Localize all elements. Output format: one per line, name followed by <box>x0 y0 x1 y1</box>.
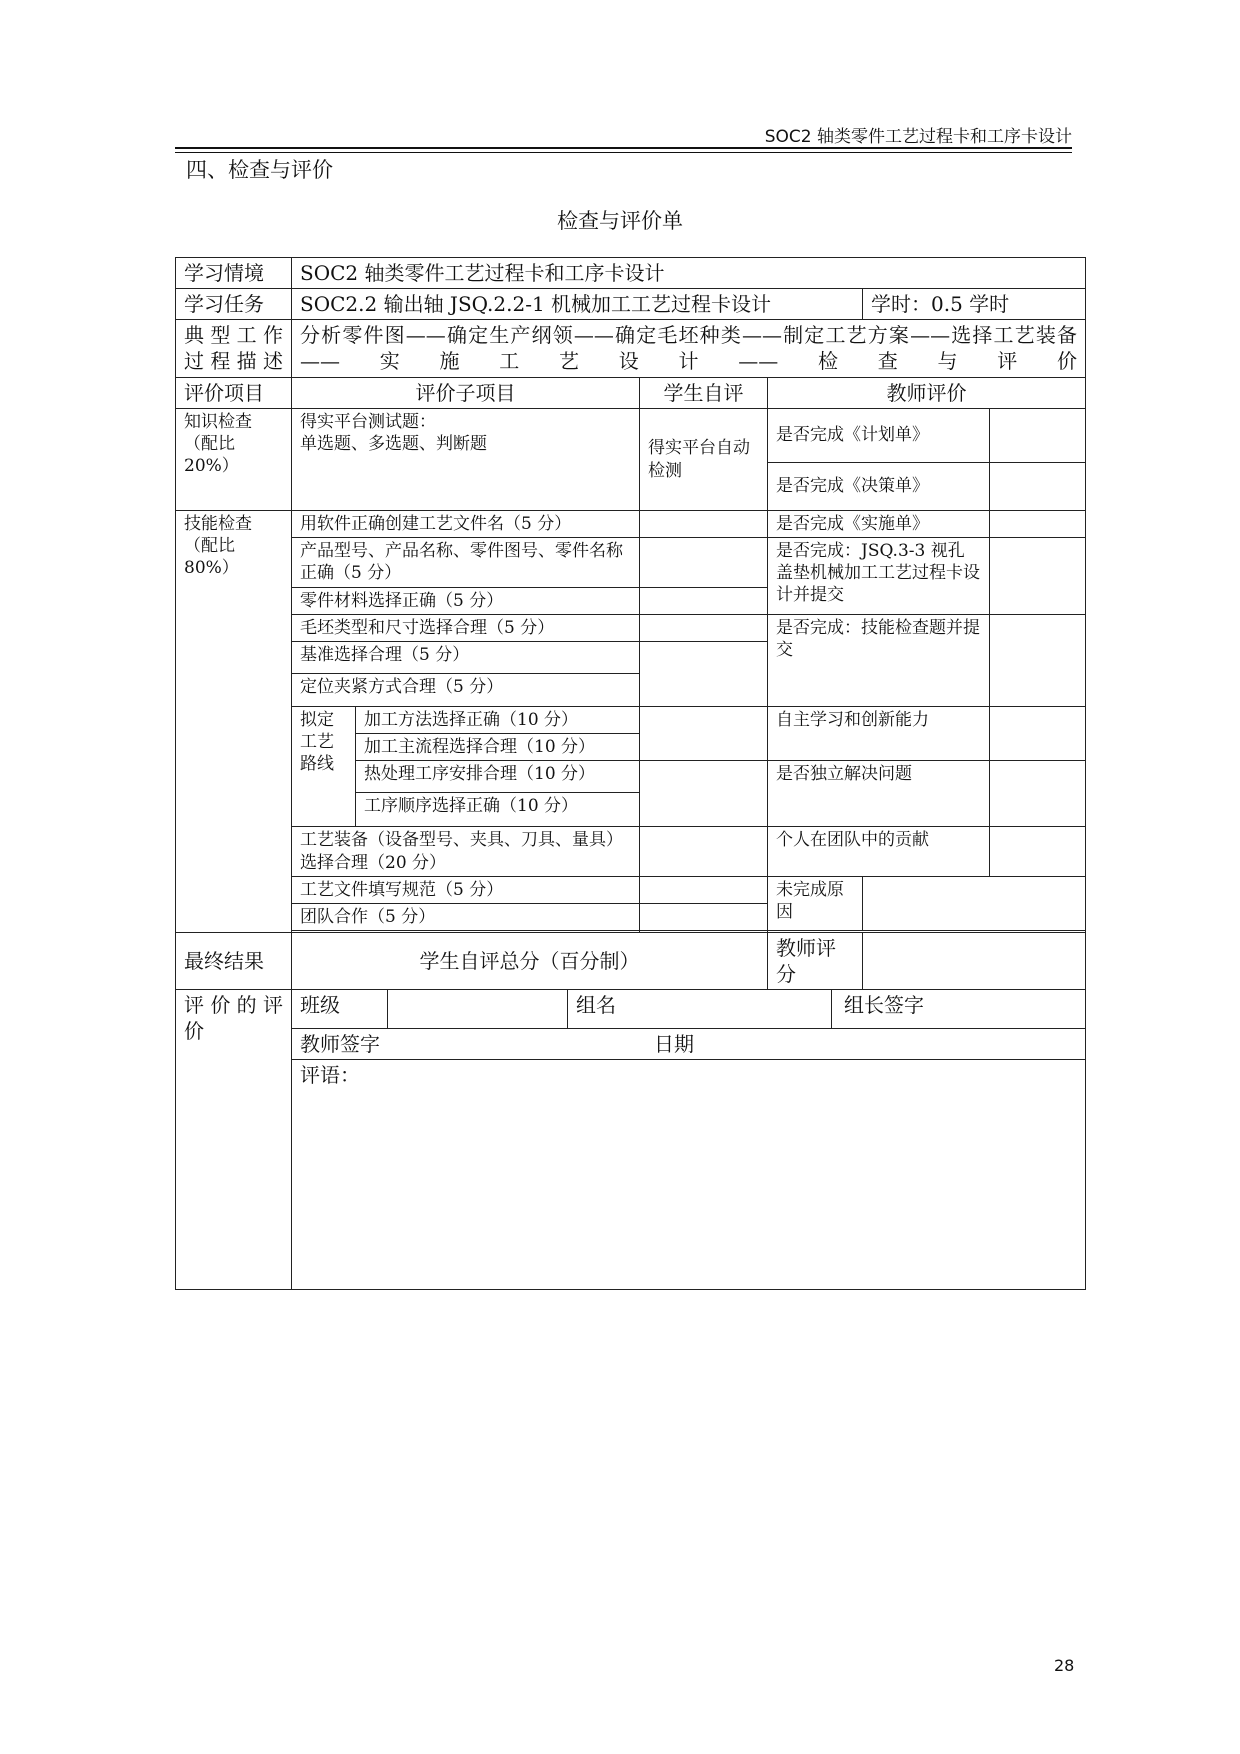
skill-sub-1: 用软件正确创建工艺文件名（5 分） <box>292 511 640 538</box>
knowledge-sub-line2: 单选题、多选题、判断题 <box>300 434 487 455</box>
route-label: 拟定工艺路线 <box>292 707 356 827</box>
class-group-row <box>292 989 1086 1028</box>
task-value: SOC2.2 输出轴 JSQ.2.2-1 机械加工工艺过程卡设计 <box>292 289 863 320</box>
final-teacher-label: 教师评分 <box>768 932 863 989</box>
skill-sub-9: 团队合作（5 分） <box>292 903 640 930</box>
knowledge-sub-line1: 得实平台测试题： <box>300 412 436 432</box>
skill-ratio: （配比 80%） <box>184 536 239 579</box>
route-sub-4: 工序顺序选择正确（10 分） <box>356 793 640 827</box>
page-number: 28 <box>1054 1656 1075 1675</box>
final-teacher-score <box>863 932 1086 989</box>
skill-teacher-2: 是否完成：JSQ.3-3 视孔盖垫机械加工工艺过程卡设计并提交 <box>768 538 990 615</box>
skill-score-5 <box>990 761 1086 827</box>
class-value <box>388 990 568 1028</box>
knowledge-score-2 <box>990 463 1086 511</box>
route-self-3 <box>640 761 768 827</box>
task-label: 学习任务 <box>176 289 292 320</box>
skill-item <box>176 511 292 933</box>
comment-label: 评语： <box>292 1059 1086 1289</box>
date-label: 日期 <box>654 1031 694 1056</box>
table-title: 检查与评价单 <box>557 209 683 233</box>
skill-self-7 <box>640 827 768 876</box>
skill-sub-8: 工艺文件填写规范（5 分） <box>292 876 640 903</box>
skill-self-5 <box>640 642 768 707</box>
knowledge-label: 知识检查 <box>184 412 252 432</box>
skill-score-1 <box>990 511 1086 538</box>
col-item: 评价项目 <box>176 378 292 409</box>
skill-teacher-4: 自主学习和创新能力 <box>768 707 990 761</box>
skill-label: 技能检查 <box>184 514 252 534</box>
skill-score-4 <box>990 707 1086 761</box>
process-value: 分析零件图——确定生产纲领——确定毛坯种类——制定工艺方案——选择工艺装备——实施工艺设计——检查与评价 <box>292 320 1086 378</box>
skill-self-1 <box>640 511 768 538</box>
route-self-1 <box>640 707 768 761</box>
knowledge-teacher-2: 是否完成《决策单》 <box>768 463 990 511</box>
teacher-sign-label: 教师签字 <box>300 1031 380 1056</box>
knowledge-teacher-1: 是否完成《计划单》 <box>768 409 990 463</box>
skill-sub-7: 工艺装备（设备型号、夹具、刀具、量具）选择合理（20 分） <box>292 827 640 876</box>
section-title: 四、检查与评价 <box>186 158 333 182</box>
skill-self-4 <box>640 615 768 642</box>
skill-self-9 <box>640 903 768 930</box>
knowledge-self: 得实平台自动检测 <box>640 409 768 511</box>
skill-score-2 <box>990 538 1086 615</box>
leader-label: 组长签字 <box>844 992 924 1017</box>
col-teacher: 教师评价 <box>768 378 1086 409</box>
header-text: SOC2 轴类零件工艺过程卡和工序卡设计 <box>764 127 1072 147</box>
skill-score-6 <box>990 827 1086 876</box>
col-self: 学生自评 <box>640 378 768 409</box>
col-sub: 评价子项目 <box>292 378 640 409</box>
knowledge-ratio: （配比 20%） <box>184 434 239 477</box>
knowledge-sub <box>292 409 640 511</box>
route-sub-1: 加工方法选择正确（10 分） <box>356 707 640 734</box>
route-sub-3: 热处理工序安排合理（10 分） <box>356 761 640 793</box>
review-label: 评价的评价 <box>176 989 292 1289</box>
final-self-label: 学生自评总分（百分制） <box>292 932 768 989</box>
class-label: 班级 <box>292 990 388 1028</box>
skill-score-3 <box>990 615 1086 707</box>
skill-teacher-6: 个人在团队中的贡献 <box>768 827 990 876</box>
skill-self-3 <box>640 588 768 615</box>
skill-sub-5: 基准选择合理（5 分） <box>292 642 640 674</box>
skill-self-2 <box>640 538 768 588</box>
group-label: 组名 <box>576 992 616 1017</box>
context-value: SOC2 轴类零件工艺过程卡和工序卡设计 <box>292 258 1086 289</box>
context-label: 学习情境 <box>176 258 292 289</box>
unfinished-reason-value <box>863 876 1086 930</box>
knowledge-score-1 <box>990 409 1086 463</box>
header-rule-thick <box>175 147 1072 149</box>
final-label: 最终结果 <box>176 932 292 989</box>
skill-teacher-7: 未完成原因 <box>768 876 863 930</box>
skill-sub-3: 零件材料选择正确（5 分） <box>292 588 640 615</box>
skill-sub-4: 毛坯类型和尺寸选择合理（5 分） <box>292 615 640 642</box>
skill-teacher-3: 是否完成：技能检查题并提交 <box>768 615 990 707</box>
evaluation-table <box>175 257 1086 1290</box>
skill-sub-6: 定位夹紧方式合理（5 分） <box>292 674 640 707</box>
header-rule-thin <box>175 152 1072 153</box>
hours-value: 学时：0.5 学时 <box>863 289 1086 320</box>
skill-teacher-5: 是否独立解决问题 <box>768 761 990 827</box>
skill-teacher-1: 是否完成《实施单》 <box>768 511 990 538</box>
route-sub-2: 加工主流程选择合理（10 分） <box>356 734 640 761</box>
process-label: 典型工作过程描述 <box>176 320 292 378</box>
skill-self-8 <box>640 876 768 903</box>
skill-sub-2: 产品型号、产品名称、零件图号、零件名称正确（5 分） <box>292 538 640 588</box>
running-header <box>175 120 1072 150</box>
teacher-sign-row <box>292 1028 1086 1059</box>
knowledge-item <box>176 409 292 511</box>
